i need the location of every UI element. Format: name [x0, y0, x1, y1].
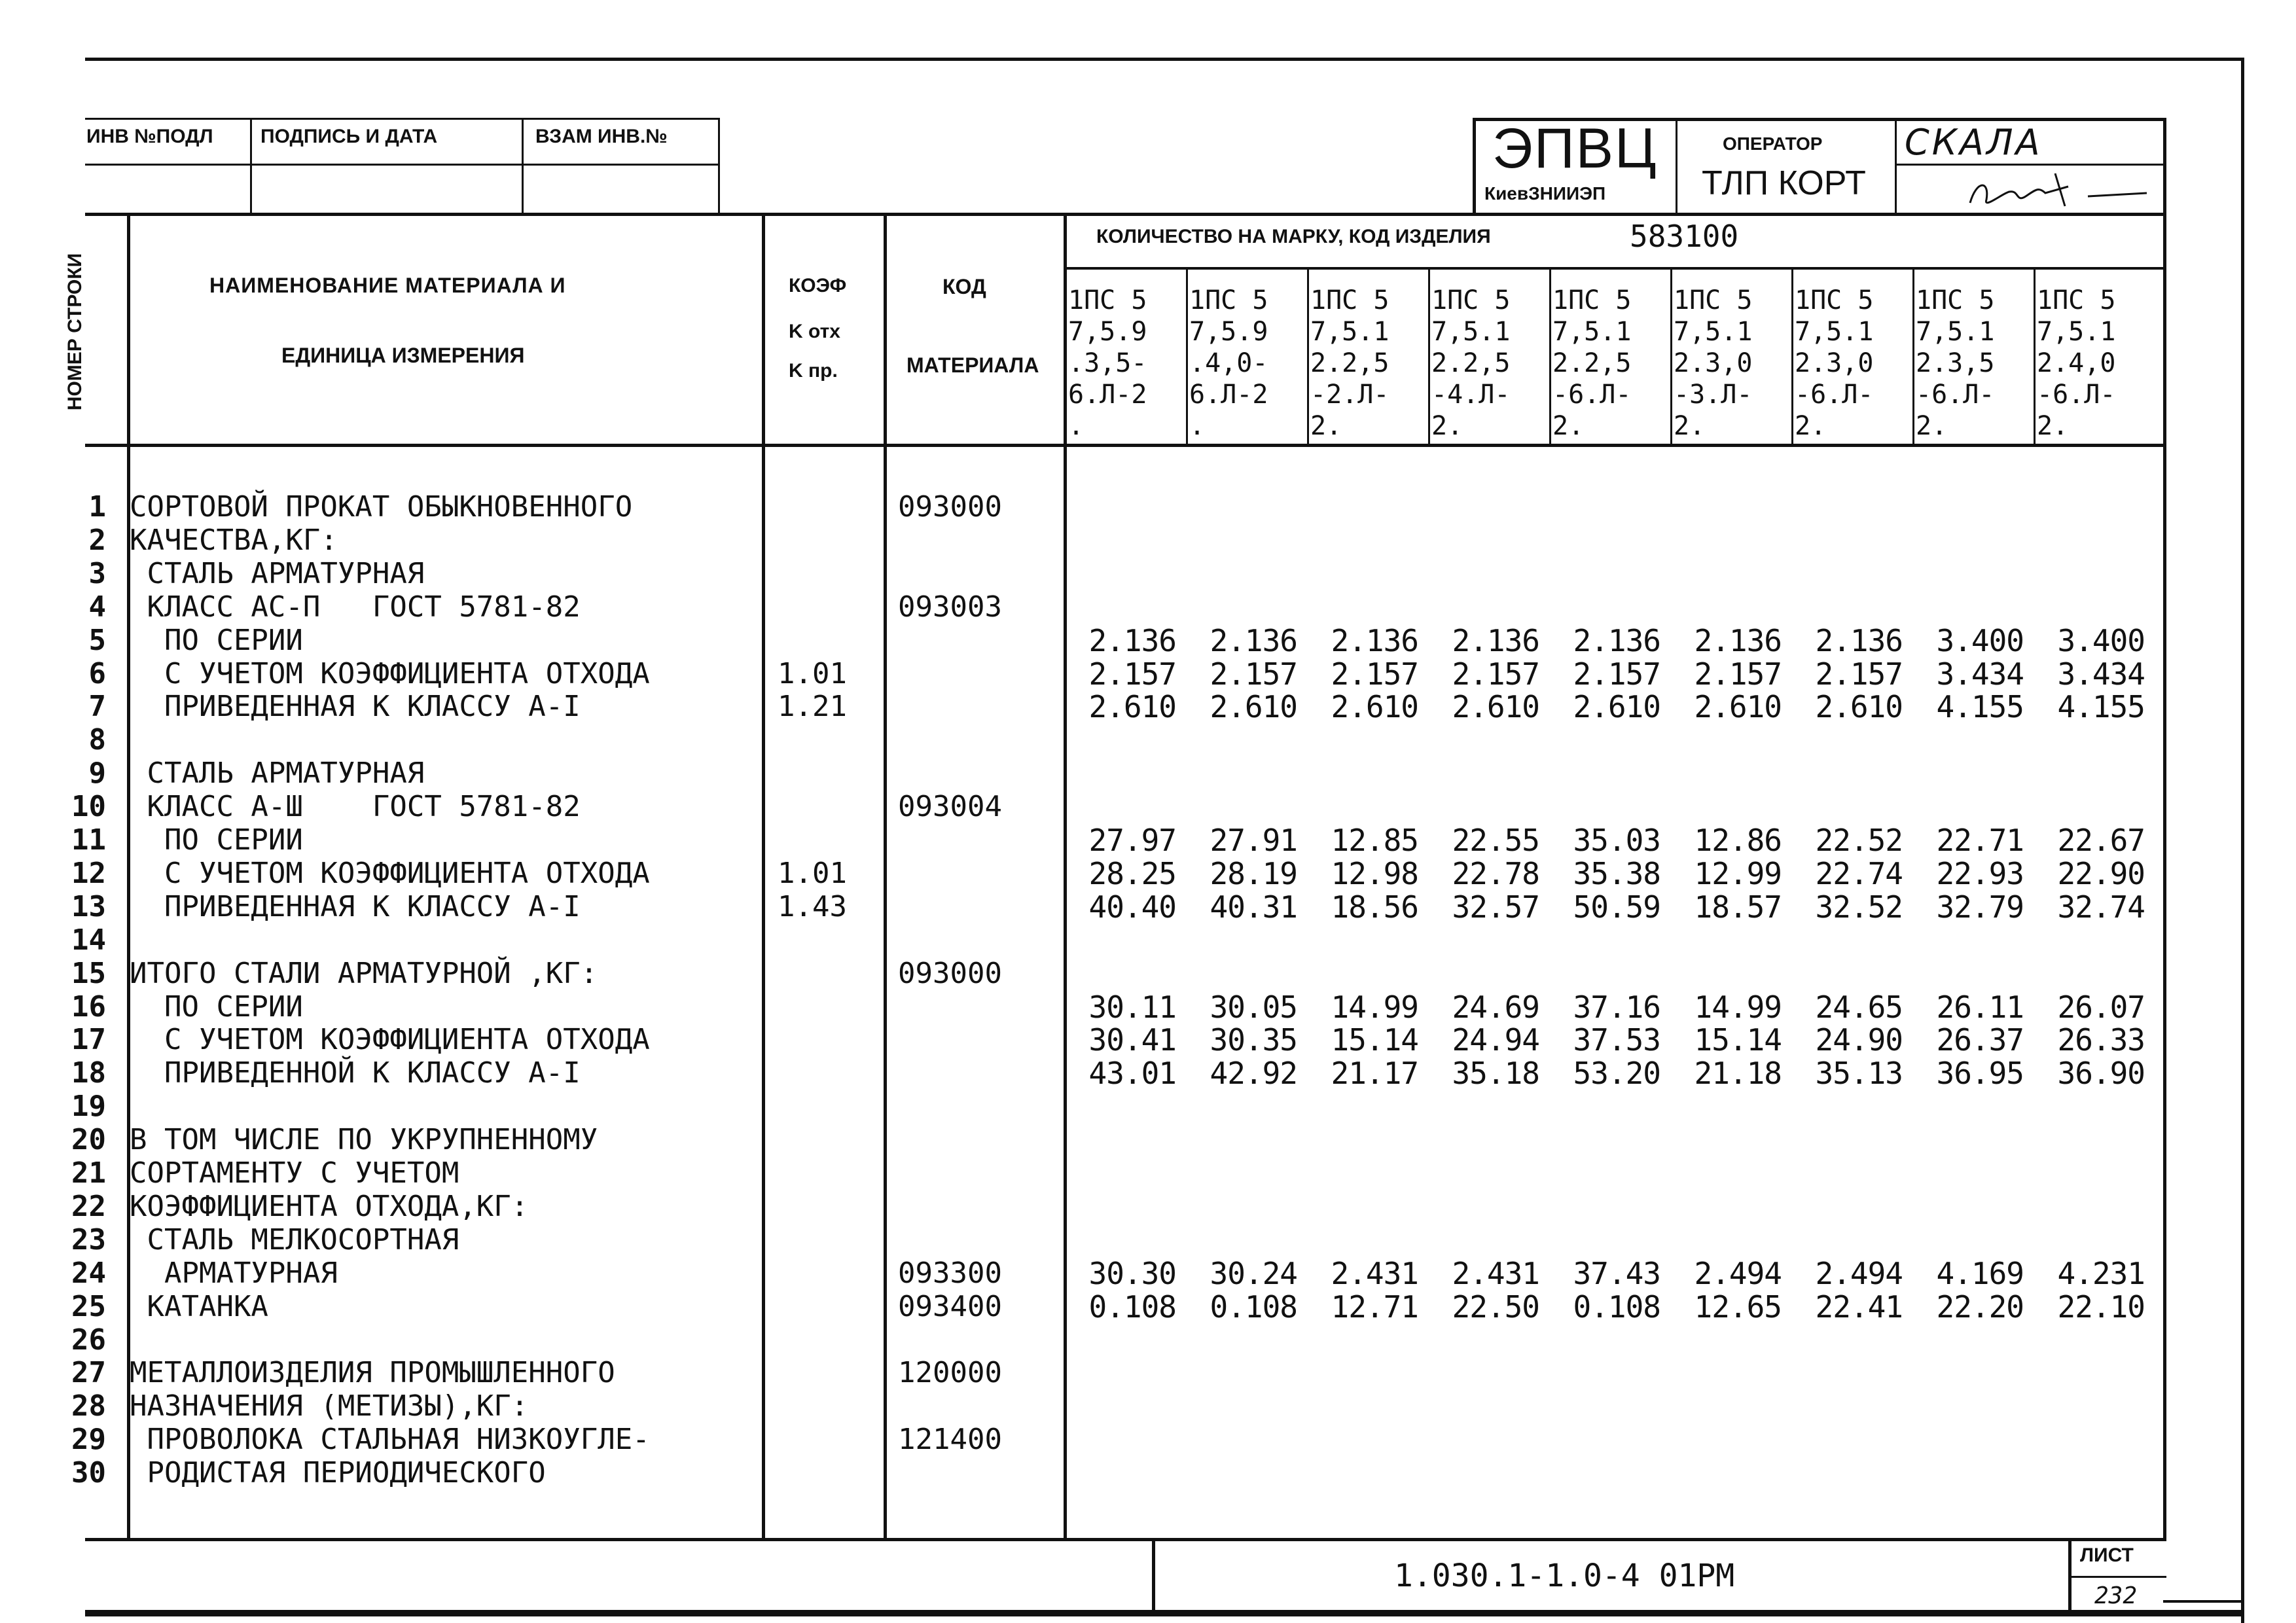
quantity-value: 2.431 [1331, 1256, 1418, 1291]
row-number: 26 [71, 1323, 106, 1357]
quantity-value: 32.79 [1936, 889, 2024, 925]
mark-header-7: 1ПС 5 7,5.1 2.3,0 -6.Л- 2. [1795, 285, 1874, 441]
coefficient: 1.21 [778, 690, 847, 723]
coefficient: 1.43 [778, 890, 847, 923]
quantity-value: 26.11 [1936, 990, 2024, 1025]
quantity-value: 35.13 [1815, 1056, 1903, 1091]
quantity-value: 2.157 [1452, 656, 1539, 692]
quantity-value: 30.30 [1088, 1256, 1176, 1291]
material-code: 093004 [898, 790, 1002, 823]
row-number: 4 [88, 590, 106, 624]
quantity-value: 50.59 [1573, 889, 1660, 925]
row-number: 7 [88, 690, 106, 723]
quantity-value: 2.136 [1331, 623, 1418, 658]
operator-name: СКАЛА [1905, 122, 2043, 163]
quantity-value: 2.157 [1331, 656, 1418, 692]
quantity-value: 42.92 [1210, 1056, 1297, 1091]
material-name: КЛАСС АС-П ГОСТ 5781-82 [130, 590, 581, 624]
row-number: 8 [88, 723, 106, 757]
mark-header-1: 1ПС 5 7,5.9 .3,5- 6.Л-2 . [1068, 285, 1147, 441]
mark-header-3: 1ПС 5 7,5.1 2.2,5 -2.Л- 2. [1310, 285, 1390, 441]
quantity-value: 12.85 [1331, 823, 1418, 858]
quantity-value: 12.98 [1331, 856, 1418, 891]
quantity-value: 2.610 [1815, 689, 1903, 724]
quantity-value: 24.90 [1815, 1022, 1903, 1058]
material-name: С УЧЕТОМ КОЭФФИЦИЕНТА ОТХОДА [130, 657, 650, 690]
quantity-value: 12.99 [1694, 856, 1782, 891]
quantity-value: 26.37 [1936, 1022, 2024, 1058]
mark-header-2: 1ПС 5 7,5.9 .4,0- 6.Л-2 . [1189, 285, 1268, 441]
quantity-value: 30.35 [1210, 1022, 1297, 1058]
quantity-value: 2.136 [1452, 623, 1539, 658]
material-name: ПРИВЕДЕННАЯ К КЛАССУ А-I [130, 690, 581, 723]
material-name: РОДИСТАЯ ПЕРИОДИЧЕСКОГО [130, 1456, 546, 1489]
quantity-value: 22.55 [1452, 823, 1539, 858]
quantity-value: 22.67 [2057, 823, 2145, 858]
material-code: 093000 [898, 957, 1002, 990]
quantity-value: 24.69 [1452, 990, 1539, 1025]
operator-label: ОПЕРАТОР [1723, 134, 1823, 154]
material-name: ПО СЕРИИ [130, 624, 303, 657]
row-number: 1 [88, 490, 106, 524]
quantity-value: 24.65 [1815, 990, 1903, 1025]
row-number: 19 [71, 1090, 106, 1123]
quantity-value: 22.52 [1815, 823, 1903, 858]
row-number: 9 [88, 757, 106, 790]
quantity-value: 37.43 [1573, 1256, 1660, 1291]
quantity-value: 27.97 [1088, 823, 1176, 858]
row-number: 17 [71, 1023, 106, 1056]
material-name: С УЧЕТОМ КОЭФФИЦИЕНТА ОТХОДА [130, 1023, 650, 1056]
quantity-value: 40.40 [1088, 889, 1176, 925]
quantity-value: 2.136 [1694, 623, 1782, 658]
sheet-label: ЛИСТ [2080, 1544, 2134, 1566]
frame-right-line [2241, 58, 2244, 1623]
quantity-value: 2.610 [1452, 689, 1539, 724]
material-name: С УЧЕТОМ КОЭФФИЦИЕНТА ОТХОДА [130, 857, 650, 890]
mark-header-4: 1ПС 5 7,5.1 2.2,5 -4.Л- 2. [1431, 285, 1511, 441]
quantity-value: 2.157 [1210, 656, 1297, 692]
mark-header-9: 1ПС 5 7,5.1 2.4,0 -6.Л- 2. [2037, 285, 2116, 441]
quantity-value: 2.431 [1452, 1256, 1539, 1291]
product-code: 583100 [1630, 219, 1739, 254]
quantity-value: 2.494 [1815, 1256, 1903, 1291]
quantity-value: 37.16 [1573, 990, 1660, 1025]
quantity-value: 4.155 [2057, 689, 2145, 724]
quantity-value: 30.11 [1088, 990, 1176, 1025]
material-name: КАЧЕСТВА,КГ: [130, 524, 338, 557]
quantity-value: 35.18 [1452, 1056, 1539, 1091]
quantity-value: 28.19 [1210, 856, 1297, 891]
quantity-value: 43.01 [1088, 1056, 1176, 1091]
material-code: 093003 [898, 590, 1002, 624]
quantity-value: 14.99 [1331, 990, 1418, 1025]
quantity-value: 35.03 [1573, 823, 1660, 858]
org-name: ЭПВЦ [1492, 117, 1658, 180]
material-code: 093300 [898, 1257, 1002, 1290]
quantity-value: 30.41 [1088, 1022, 1176, 1058]
quantity-value: 0.108 [1210, 1289, 1297, 1325]
row-number-header: НОМЕР СТРОКИ [64, 253, 86, 411]
quantity-value: 2.157 [1573, 656, 1660, 692]
coefficient: 1.01 [778, 857, 847, 890]
quantity-value: 28.25 [1088, 856, 1176, 891]
quantity-value: 18.56 [1331, 889, 1418, 925]
row-number: 6 [88, 657, 106, 690]
coef-header-line2: K отх [789, 321, 840, 342]
material-code: 120000 [898, 1356, 1002, 1389]
material-name: ПО СЕРИИ [130, 823, 303, 857]
quantity-value: 24.94 [1452, 1022, 1539, 1058]
quantity-value: 26.07 [2057, 990, 2145, 1025]
exchange-inv-label: ВЗАМ ИНВ.№ [535, 126, 668, 147]
row-number: 14 [71, 923, 106, 957]
material-name: КАТАНКА [130, 1290, 268, 1323]
material-name: МЕТАЛЛОИЗДЕЛИЯ ПРОМЫШЛЕННОГО [130, 1356, 615, 1389]
quantity-value: 15.14 [1331, 1022, 1418, 1058]
quantity-value: 22.78 [1452, 856, 1539, 891]
row-number: 23 [71, 1223, 106, 1257]
quantity-value: 3.434 [1936, 656, 2024, 692]
row-number: 27 [71, 1356, 106, 1389]
row-number: 29 [71, 1423, 106, 1456]
row-number: 18 [71, 1056, 106, 1090]
material-name: ПРИВЕДЕННАЯ К КЛАССУ А-I [130, 890, 581, 923]
quantity-value: 15.14 [1694, 1022, 1782, 1058]
quantity-value: 3.400 [1936, 623, 2024, 658]
material-name: СТАЛЬ АРМАТУРНАЯ [130, 557, 425, 590]
quantity-value: 21.18 [1694, 1056, 1782, 1091]
quantity-value: 2.610 [1331, 689, 1418, 724]
material-name: В ТОМ ЧИСЛЕ ПО УКРУПНЕННОМУ [130, 1123, 598, 1156]
quantity-value: 12.86 [1694, 823, 1782, 858]
quantity-value: 21.17 [1331, 1056, 1418, 1091]
quantity-value: 12.65 [1694, 1289, 1782, 1325]
material-name: СОРТАМЕНТУ С УЧЕТОМ [130, 1156, 459, 1190]
row-number: 24 [71, 1257, 106, 1290]
quantity-value: 3.434 [2057, 656, 2145, 692]
row-number: 3 [88, 557, 106, 590]
org-subtitle: КиевЗНИИЭП [1484, 183, 1606, 204]
row-number: 20 [71, 1123, 106, 1156]
row-number: 5 [88, 624, 106, 657]
quantity-value: 0.108 [1088, 1289, 1176, 1325]
quantity-value: 2.157 [1088, 656, 1176, 692]
mark-header-6: 1ПС 5 7,5.1 2.3,0 -3.Л- 2. [1674, 285, 1753, 441]
quantity-value: 22.90 [2057, 856, 2145, 891]
material-name: КОЭФФИЦИЕНТА ОТХОДА,КГ: [130, 1190, 529, 1223]
material-name: ПРОВОЛОКА СТАЛЬНАЯ НИЗКОУГЛЕ- [130, 1423, 650, 1456]
row-number: 21 [71, 1156, 106, 1190]
quantity-value: 4.231 [2057, 1256, 2145, 1291]
quantity-value: 2.136 [1210, 623, 1297, 658]
department-label: ТЛП КОРТ [1702, 164, 1866, 202]
quantity-value: 22.93 [1936, 856, 2024, 891]
quantity-value: 22.10 [2057, 1289, 2145, 1325]
quantity-value: 2.494 [1694, 1256, 1782, 1291]
material-code: 093400 [898, 1290, 1002, 1323]
frame-bottom-line [85, 1610, 2244, 1616]
material-name: КЛАСС А-Ш ГОСТ 5781-82 [130, 790, 581, 823]
quantity-value: 35.38 [1573, 856, 1660, 891]
row-number: 30 [71, 1456, 106, 1489]
code-header-line1: КОД [942, 275, 986, 298]
row-number: 2 [88, 524, 106, 557]
quantity-value: 2.136 [1088, 623, 1176, 658]
row-number: 15 [71, 957, 106, 990]
quantity-header: КОЛИЧЕСТВО НА МАРКУ, КОД ИЗДЕЛИЯ [1096, 226, 1491, 247]
coefficient: 1.01 [778, 657, 847, 690]
quantity-value: 14.99 [1694, 990, 1782, 1025]
quantity-value: 26.33 [2057, 1022, 2145, 1058]
coef-header-line3: K пр. [789, 360, 838, 382]
code-header-line2: МАТЕРИАЛА [906, 353, 1039, 377]
quantity-value: 22.50 [1452, 1289, 1539, 1325]
coef-header-line1: КОЭФ [789, 275, 847, 296]
quantity-value: 12.71 [1331, 1289, 1418, 1325]
inv-number-label: ИНВ №ПОДЛ [86, 126, 213, 147]
quantity-value: 32.57 [1452, 889, 1539, 925]
quantity-value: 32.74 [2057, 889, 2145, 925]
material-name-header-line2: ЕДИНИЦА ИЗМЕРЕНИЯ [281, 344, 525, 367]
material-name: СОРТОВОЙ ПРОКАТ ОБЫКНОВЕННОГО [130, 490, 633, 524]
quantity-value: 30.24 [1210, 1256, 1297, 1291]
quantity-value: 2.610 [1088, 689, 1176, 724]
material-code: 121400 [898, 1423, 1002, 1456]
quantity-value: 2.610 [1694, 689, 1782, 724]
row-number: 13 [71, 890, 106, 923]
quantity-value: 32.52 [1815, 889, 1903, 925]
material-name: СТАЛЬ МЕЛКОСОРТНАЯ [130, 1223, 459, 1257]
material-name: ПО СЕРИИ [130, 990, 303, 1024]
quantity-value: 36.90 [2057, 1056, 2145, 1091]
material-name: ИТОГО СТАЛИ АРМАТУРНОЙ ,КГ: [130, 957, 598, 990]
row-number: 28 [71, 1389, 106, 1423]
quantity-value: 37.53 [1573, 1022, 1660, 1058]
row-number: 11 [71, 823, 106, 857]
row-number: 10 [71, 790, 106, 823]
quantity-value: 0.108 [1573, 1289, 1660, 1325]
row-number: 16 [71, 990, 106, 1024]
row-number: 25 [71, 1290, 106, 1323]
quantity-value: 22.20 [1936, 1289, 2024, 1325]
mark-header-5: 1ПС 5 7,5.1 2.2,5 -6.Л- 2. [1552, 285, 1632, 441]
frame-top-line [85, 58, 2244, 61]
quantity-value: 40.31 [1210, 889, 1297, 925]
quantity-value: 22.74 [1815, 856, 1903, 891]
row-number: 12 [71, 857, 106, 890]
signature-image [1957, 167, 2153, 213]
sign-date-label: ПОДПИСЬ И ДАТА [260, 126, 438, 147]
material-name: СТАЛЬ АРМАТУРНАЯ [130, 757, 425, 790]
quantity-value: 22.71 [1936, 823, 2024, 858]
quantity-value: 30.05 [1210, 990, 1297, 1025]
material-name: ПРИВЕДЕННОЙ К КЛАССУ А-I [130, 1056, 581, 1090]
quantity-value: 36.95 [1936, 1056, 2024, 1091]
quantity-value: 2.610 [1573, 689, 1660, 724]
quantity-value: 27.91 [1210, 823, 1297, 858]
quantity-value: 2.136 [1815, 623, 1903, 658]
material-name: НАЗНАЧЕНИЯ (МЕТИЗЫ),КГ: [130, 1389, 529, 1423]
quantity-value: 4.169 [1936, 1256, 2024, 1291]
quantity-value: 2.610 [1210, 689, 1297, 724]
quantity-value: 3.400 [2057, 623, 2145, 658]
material-name-header-line1: НАИМЕНОВАНИЕ МАТЕРИАЛА И [209, 274, 566, 297]
quantity-value: 53.20 [1573, 1056, 1660, 1091]
mark-header-8: 1ПС 5 7,5.1 2.3,5 -6.Л- 2. [1916, 285, 1995, 441]
quantity-value: 2.157 [1694, 656, 1782, 692]
material-code: 093000 [898, 490, 1002, 524]
document-code: 1.030.1-1.0-4 01PM [1394, 1558, 1735, 1594]
material-name: АРМАТУРНАЯ [130, 1257, 338, 1290]
quantity-value: 2.157 [1815, 656, 1903, 692]
row-number: 22 [71, 1190, 106, 1223]
quantity-value: 22.41 [1815, 1289, 1903, 1325]
sheet-number: 232 [2094, 1582, 2138, 1609]
quantity-value: 18.57 [1694, 889, 1782, 925]
quantity-value: 4.155 [1936, 689, 2024, 724]
quantity-value: 2.136 [1573, 623, 1660, 658]
